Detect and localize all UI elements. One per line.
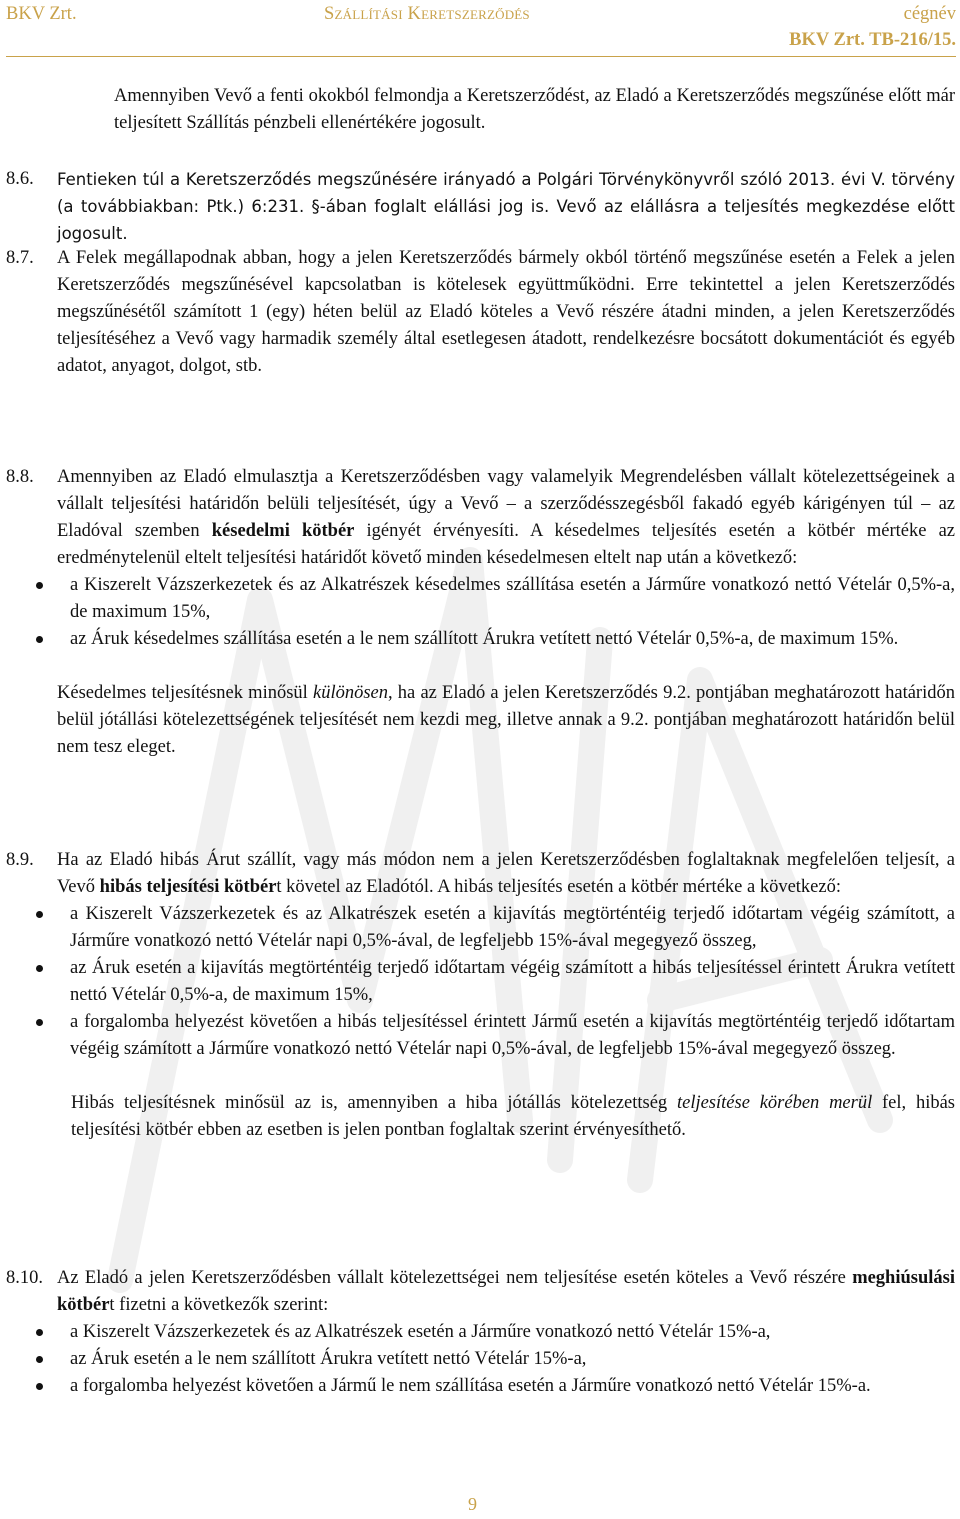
- section-paragraph: [57, 847, 955, 901]
- note-paragraph: [57, 680, 955, 761]
- section-number: 8.10.: [6, 1268, 43, 1288]
- header-code-number: TB-216/15.: [869, 30, 956, 50]
- bullet-icon: [36, 1356, 43, 1363]
- header-company-placeholder: cégnév: [903, 4, 956, 24]
- section-number: 8.6.: [6, 169, 34, 189]
- header-reference-code: [789, 30, 956, 51]
- list-item-text: a Kiszerelt Vázszerkezetek és az Alkatrészek esetén a kijavítás megtörténtéig terjedő időtartam végéig számított, a Járműre vonatkozó nettó Vételár napi 0,5%-ával, de legfeljebb 15%-ával megegyező összeg,: [70, 904, 955, 951]
- note-paragraph: [57, 1090, 955, 1144]
- section-paragraph: [57, 1265, 955, 1319]
- paragraph-text: t követel az Eladótól. A hibás teljesítés esetén a kötbér mértéke a következő:: [276, 877, 841, 897]
- paragraph-text: Hibás teljesítésnek minősül az is, amennyiben a hiba jótállás kötelezettség: [71, 1093, 677, 1113]
- paragraph-text: Az Eladó a jelen Keretszerződésben vállalt kötelezettségei nem teljesítése esetén köteles a Vevő részére: [57, 1268, 853, 1288]
- list-item: [0, 901, 955, 955]
- list-item: [0, 1346, 955, 1373]
- header-code-company: BKV Zrt.: [789, 30, 865, 50]
- paragraph-text: t fizetni a következők szerint:: [109, 1295, 329, 1315]
- bullet-icon: [36, 636, 43, 643]
- section-paragraph: A Felek megállapodnak abban, hogy a jelen Keretszerződés bármely okból történő megszűnése esetén a Felek a jelen Keretszerződés megszűnésével kapcsolatban is kötelesek együttműködni. Erre tekintettel a jelen Keretszerződés megszűnésétől számított 1 (egy) héten belül az Eladó köteles a Vevő részére átadni minden, a jelen Keretszerződés teljesítéséhez a Vevő vagy harmadik személy által esetlegesen átadott, rendelkezésre bocsátott dokumentációt és egyéb adatot, anyagot, dolgot, stb.: [57, 248, 955, 376]
- page-number: 9: [468, 1494, 477, 1514]
- intro-paragraph: Amennyiben Vevő a fenti okokból felmondja a Keretszerződést, az Eladó a Keretszerződés megszűnése előtt már teljesített Szállítás pénzbeli ellenértékére jogosult.: [114, 86, 955, 133]
- list-item-text: a Kiszerelt Vázszerkezetek és az Alkatrészek esetén a Járműre vonatkozó nettó Vételár 15%-a,: [70, 1322, 771, 1342]
- bullet-list: [0, 901, 955, 1063]
- list-item-text: az Áruk esetén a le nem szállított Árukra vetített nettó Vételár 15%-a,: [70, 1349, 587, 1369]
- list-item: [0, 626, 955, 653]
- list-item: [0, 1009, 955, 1063]
- bullet-icon: [36, 582, 43, 589]
- section-paragraph: [57, 464, 955, 572]
- list-item-text: a forgalomba helyezést követően a Jármű le nem szállítása esetén a Járműre vonatkozó nettó Vételár 15%-a.: [70, 1376, 871, 1396]
- bullet-icon: [36, 911, 43, 918]
- bold-term-defect-penalty: hibás teljesítési kötbér: [99, 877, 277, 897]
- list-item-text: a forgalomba helyezést követően a hibás teljesítéssel érintett Jármű esetén a kijavítás megtörténtéig terjedő időtartam végéig számított a Járműre vonatkozó nettó Vételár napi 0,5%-ával, de legfeljebb 15%-ával megegyező összeg.: [70, 1012, 955, 1059]
- page-header: [6, 4, 956, 57]
- bullet-icon: [36, 965, 43, 972]
- header-company: BKV Zrt.: [6, 4, 77, 24]
- section-number: 8.9.: [6, 850, 34, 870]
- bullet-icon: [36, 1019, 43, 1026]
- bullet-list: [0, 572, 955, 653]
- italic-term: teljesítése körében merül: [676, 1093, 873, 1113]
- list-item-text: az Áruk késedelmes szállítása esetén a le nem szállított Árukra vetített nettó Vételár 0,5%-a, de maximum 15%.: [70, 629, 899, 649]
- section-paragraph: Fentieken túl a Keretszerződés megszűnésére irányadó a Polgári Törvénykönyvről szóló 2013. évi V. törvény (a továbbiakban: Ptk.) 6:231. §-ában foglalt elállási jog is. Vevő az elállásra a teljesítés megkezdése előtt jogosult.: [57, 170, 955, 243]
- list-item: [0, 1319, 955, 1346]
- list-item: [0, 1373, 955, 1400]
- list-item: [0, 572, 955, 626]
- list-item-text: a Kiszerelt Vázszerkezetek és az Alkatrészek késedelmes szállítása esetén a Járműre vonatkozó nettó Vételár 0,5%-a, de maximum 15%,: [70, 575, 955, 622]
- paragraph-text: igényét érvényesíti. A késedelmes teljesítés esetén a kötbér mértéke az eredménytelenül eltelt teljesítési határidőt követő minden késedelmesen eltelt nap után a következő:: [57, 521, 955, 568]
- section-number: 8.8.: [6, 467, 34, 487]
- list-item-text: az Áruk esetén a kijavítás megtörténtéig terjedő időtartam végéig számított a hibás teljesítéssel érintett Árukra vetített nettó Vételár 0,5%-a, de maximum 15%,: [70, 958, 955, 1005]
- bullet-icon: [36, 1383, 43, 1390]
- paragraph-text: fel, hibás teljesítési kötbér ebben az esetben is jelen pontban foglaltak szerint érvényesíthető.: [71, 1093, 955, 1140]
- paragraph-text: Amennyiben az Eladó elmulasztja a Keretszerződésben vagy valamelyik Megrendelésben vállalt kötelezettségeinek a vállalt teljesítési határidőn belüli teljesítését, úgy a Vevő – a szerződésszegésből fakadó egyéb kárigényen túl – az Eladóval szemben: [57, 467, 955, 541]
- list-item: [0, 955, 955, 1009]
- bold-term-frustration-penalty: meghiúsulási kötbér: [57, 1268, 955, 1315]
- header-document-title: Szállítási Keretszerződés: [324, 4, 530, 24]
- bullet-icon: [36, 1329, 43, 1336]
- paragraph-text: , ha az Eladó a jelen Keretszerződés 9.2. pontjában meghatározott határidőn belül jótállási kötelezettségének teljesítését nem kezdi meg, illetve annak a 9.2. pontjában meghatározott határidőn belül nem tesz eleget.: [57, 683, 955, 757]
- paragraph-text: Ha az Eladó hibás Árut szállít, vagy más módon nem a jelen Keretszerződésben foglaltaknak megfelelően teljesít, a Vevő: [57, 850, 955, 897]
- italic-term: különösen: [312, 683, 388, 703]
- bullet-list: [0, 1319, 955, 1400]
- paragraph-text: Késedelmes teljesítésnek minősül: [57, 683, 313, 703]
- section-number: 8.7.: [6, 248, 34, 268]
- bold-term-delay-penalty: késedelmi kötbér: [211, 521, 355, 541]
